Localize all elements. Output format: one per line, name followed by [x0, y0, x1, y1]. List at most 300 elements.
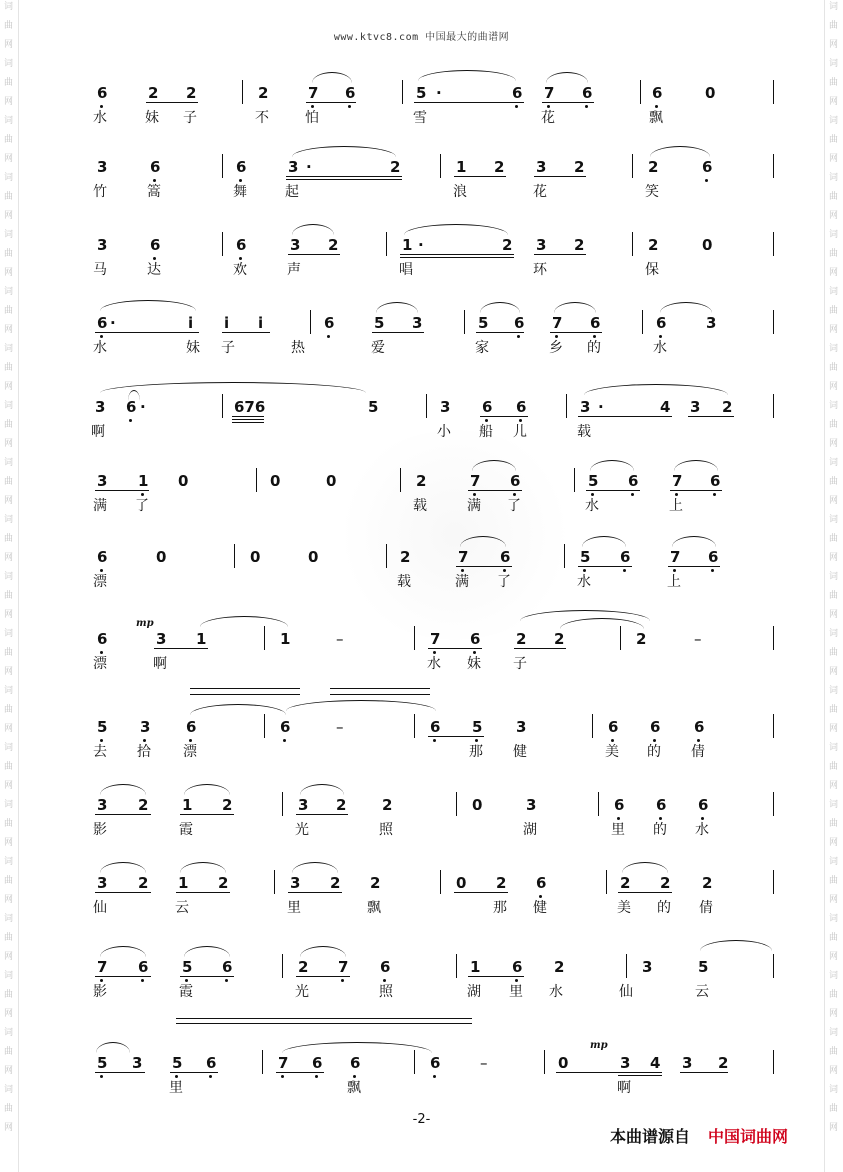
bar-line [566, 394, 567, 418]
bar-line [440, 870, 441, 894]
slur [546, 72, 588, 83]
footer-credit [610, 1124, 788, 1147]
low-octave-dot [513, 493, 516, 496]
lyric: 飘 [347, 1080, 361, 1096]
score-row-2 [0, 158, 843, 218]
note: 3 [132, 1054, 143, 1072]
lyric: 了 [507, 498, 521, 514]
margin-watermark-char: 词 [4, 116, 14, 126]
note: 2 [496, 874, 507, 892]
bar-line [386, 544, 387, 568]
margin-watermark-char: 网 [4, 724, 14, 734]
note: 4 [660, 398, 671, 416]
lyric: 那 [493, 900, 507, 916]
margin-watermark-char: 词 [829, 287, 839, 297]
note: 3 [97, 796, 108, 814]
margin-watermark-char: 网 [4, 553, 14, 563]
underline-beam [578, 416, 672, 417]
low-octave-dot [555, 335, 558, 338]
note: 2 [370, 874, 381, 892]
note: 3 [642, 958, 653, 976]
low-octave-dot [503, 569, 506, 572]
margin-watermark-char: 词 [829, 2, 839, 12]
underline-beam [534, 176, 586, 177]
note: 7 [552, 314, 563, 332]
margin-watermark-char: 词 [4, 629, 14, 639]
low-octave-dot [475, 739, 478, 742]
page-header: www.ktvc8.com 中国最大的曲谱网 [333, 32, 510, 43]
lyric: 啊 [91, 424, 105, 440]
note: 7 [672, 472, 683, 490]
note: 6 [582, 84, 593, 102]
note: 6 [620, 548, 631, 566]
slur [180, 862, 226, 873]
margin-watermark-char: 曲 [4, 21, 14, 31]
note: 2 [138, 796, 149, 814]
note: 3 [580, 398, 591, 416]
lyric: 起 [285, 184, 299, 200]
note: 0 [472, 796, 483, 814]
margin-watermark-char: 词 [4, 800, 14, 810]
lyric: 子 [513, 656, 527, 672]
page-number: -2- [412, 1112, 431, 1127]
margin-watermark-char: 曲 [829, 363, 839, 373]
margin-watermark-char: 词 [829, 173, 839, 183]
bar-line [574, 468, 575, 492]
margin-watermark-char: 网 [829, 154, 839, 164]
note: 6 [702, 158, 713, 176]
margin-watermark-char: 词 [4, 230, 14, 240]
note: 6 [516, 398, 527, 416]
slur [404, 224, 508, 235]
bar-line [414, 626, 415, 650]
margin-watermark-char: 曲 [4, 705, 14, 715]
margin-watermark-char: 曲 [829, 1047, 839, 1057]
bar-line [262, 1050, 263, 1074]
margin-watermark-char: 曲 [829, 78, 839, 88]
slur [480, 302, 520, 313]
bar-line [440, 154, 441, 178]
margin-watermark-char: 词 [4, 572, 14, 582]
bar-line [632, 154, 633, 178]
low-octave-dot [341, 979, 344, 982]
low-octave-dot [283, 739, 286, 742]
bar-line [282, 792, 283, 816]
bar-line [564, 544, 565, 568]
crescendo-line [176, 1018, 472, 1019]
lyric: 倩 [691, 744, 705, 760]
note: 6 [710, 472, 721, 490]
bar-line [274, 870, 275, 894]
note: 0 [326, 472, 337, 490]
underline-beam [180, 814, 234, 815]
note: 0 [705, 84, 716, 102]
note: 3 [97, 158, 108, 176]
lyric: 妹 [186, 340, 200, 356]
lyric: 霞 [179, 822, 193, 838]
margin-watermark-char: 曲 [4, 819, 14, 829]
margin-watermark-char: 曲 [4, 306, 14, 316]
low-octave-dot [583, 569, 586, 572]
note: 2 [328, 236, 339, 254]
margin-watermark-char: 词 [829, 914, 839, 924]
margin-watermark-char: 网 [4, 610, 14, 620]
note: 6 [236, 158, 247, 176]
margin-watermark-char: 词 [829, 515, 839, 525]
low-octave-dot [185, 979, 188, 982]
margin-watermark-char: 词 [4, 1085, 14, 1095]
note: 5 [698, 958, 709, 976]
underline-beam [372, 332, 424, 333]
underline-beam [306, 102, 356, 103]
bar-line [234, 544, 235, 568]
note: 1 [456, 158, 467, 176]
underline-beam [276, 1072, 324, 1073]
low-octave-dot [100, 569, 103, 572]
low-octave-dot [281, 1075, 284, 1078]
note: 0 [702, 236, 713, 254]
bar-line [456, 792, 457, 816]
low-octave-dot [697, 739, 700, 742]
note: 6 [656, 314, 667, 332]
margin-watermark-char: 网 [829, 325, 839, 335]
lyric: 载 [577, 424, 591, 440]
slur [622, 862, 668, 873]
note: i [258, 314, 264, 332]
bar-line [773, 154, 774, 178]
crescendo-line [330, 694, 430, 695]
bar-line [592, 714, 593, 738]
underline-beam [456, 566, 512, 567]
margin-watermark-char: 词 [829, 572, 839, 582]
note: 6 [708, 548, 719, 566]
lyric: 啊 [153, 656, 167, 672]
low-octave-dot [327, 335, 330, 338]
footer-source-label: 本曲谱源自 [610, 1127, 691, 1146]
note: 1 [280, 630, 291, 648]
low-octave-dot [711, 569, 714, 572]
lyric: 健 [533, 900, 547, 916]
slur [100, 784, 146, 795]
lyric: 水 [653, 340, 667, 356]
note: 3 [140, 718, 151, 736]
margin-watermark-char: 网 [829, 667, 839, 677]
note: 6 [698, 796, 709, 814]
underline-beam [232, 419, 264, 420]
slur [590, 460, 634, 471]
low-octave-dot [239, 179, 242, 182]
underline-beam [95, 332, 199, 333]
low-octave-dot [433, 651, 436, 654]
low-octave-dot [383, 979, 386, 982]
bar-line [640, 80, 641, 104]
low-octave-dot [659, 817, 662, 820]
margin-watermark-char: 网 [829, 382, 839, 392]
note: 5 [478, 314, 489, 332]
note: 7 [670, 548, 681, 566]
bar-line [773, 792, 774, 816]
lyric: 拾 [137, 744, 151, 760]
lyric: 仙 [93, 900, 107, 916]
margin-watermark-char: 词 [829, 230, 839, 240]
note: 5 [97, 1054, 108, 1072]
margin-watermark-char: 词 [829, 1028, 839, 1038]
note: 6 [694, 718, 705, 736]
underline-beam [476, 332, 524, 333]
slur [312, 72, 352, 83]
underline-beam [688, 416, 734, 417]
underline-beam [618, 892, 672, 893]
low-octave-dot [189, 739, 192, 742]
note: 2 [620, 874, 631, 892]
watermark-blot [330, 430, 580, 640]
margin-watermark-char: 词 [829, 857, 839, 867]
crescendo-line [190, 694, 300, 695]
note: 7 [308, 84, 319, 102]
lyric: 保 [645, 262, 659, 278]
lyric: 霞 [179, 984, 193, 1000]
lyric: 飘 [367, 900, 381, 916]
note: 6 [138, 958, 149, 976]
lyric: 水 [585, 498, 599, 514]
bar-line [773, 626, 774, 650]
note: 7 [470, 472, 481, 490]
score-row-5 [0, 398, 843, 458]
note: 3 [290, 236, 301, 254]
bar-line [773, 1050, 774, 1074]
lyric: 花 [541, 110, 555, 126]
note: 5 [172, 1054, 183, 1072]
margin-watermark-char: 词 [4, 401, 14, 411]
note: 3 [690, 398, 701, 416]
low-octave-dot [611, 739, 614, 742]
note: 2 [574, 236, 585, 254]
slur [184, 784, 230, 795]
note: 1 [402, 236, 413, 254]
slur [100, 862, 146, 873]
margin-watermark-char: 曲 [4, 249, 14, 259]
note: 6 [608, 718, 619, 736]
underline-beam [414, 102, 524, 103]
low-octave-dot [315, 1075, 318, 1078]
note: 2 [416, 472, 427, 490]
margin-watermark-char: 词 [829, 59, 839, 69]
low-octave-dot [547, 105, 550, 108]
margin-watermark-char: 曲 [4, 933, 14, 943]
score-row-7 [0, 548, 843, 608]
note: 6 [500, 548, 511, 566]
lyric: 飘 [649, 110, 663, 126]
note: 6 [345, 84, 356, 102]
crescendo-line [190, 688, 300, 689]
margin-watermark-char: 曲 [4, 135, 14, 145]
margin-watermark-char: 曲 [829, 591, 839, 601]
note: 6 [430, 1054, 441, 1072]
bar-line [626, 954, 627, 978]
score-row-12 [0, 958, 843, 1018]
lyric: 湖 [523, 822, 537, 838]
note: i [188, 314, 194, 332]
lyric: 满 [455, 574, 469, 590]
bar-line [282, 954, 283, 978]
underline-beam [176, 892, 230, 893]
note: 5 [97, 718, 108, 736]
margin-watermark-char: 曲 [4, 534, 14, 544]
lyric: 的 [587, 340, 601, 356]
lyric: 子 [221, 340, 235, 356]
lyric: 竹 [93, 184, 107, 200]
note: 2 [718, 1054, 729, 1072]
note: 3 [97, 472, 108, 490]
margin-watermark-char: 词 [4, 914, 14, 924]
margin-watermark-char: 曲 [4, 192, 14, 202]
margin-watermark-char: 曲 [4, 420, 14, 430]
low-octave-dot [461, 569, 464, 572]
note: · [598, 398, 604, 416]
slur [200, 616, 288, 627]
footer-brand-link[interactable]: 中国词曲网 [708, 1127, 789, 1146]
note: 5 [416, 84, 427, 102]
underline-beam [514, 648, 566, 649]
margin-watermark-char: 网 [829, 952, 839, 962]
underline-beam [428, 736, 484, 737]
margin-watermark-char: 词 [4, 287, 14, 297]
note: 2 [494, 158, 505, 176]
low-octave-dot [175, 1075, 178, 1078]
lyric: 妹 [467, 656, 481, 672]
note: 7 [544, 84, 555, 102]
lyric: 达 [147, 262, 161, 278]
margin-watermark-char: 曲 [829, 21, 839, 31]
underline-beam [170, 1072, 218, 1073]
underline-beam [296, 814, 348, 815]
lyric: 了 [497, 574, 511, 590]
note: 6 [650, 718, 661, 736]
margin-watermark-char: 网 [829, 838, 839, 848]
margin-watermark-char: 曲 [829, 306, 839, 316]
note: 7 [430, 630, 441, 648]
note: 6 [652, 84, 663, 102]
dynamic-mp: mp [136, 618, 154, 629]
margin-watermark-char: 词 [4, 515, 14, 525]
note: 1 [182, 796, 193, 814]
note: 6 [97, 548, 108, 566]
margin-watermark-char: 词 [829, 401, 839, 411]
note: 2 [222, 796, 233, 814]
bar-line [222, 154, 223, 178]
slur [96, 1042, 130, 1053]
note: · [436, 84, 442, 102]
note: 2 [516, 630, 527, 648]
margin-watermark-char: 网 [4, 211, 14, 221]
low-octave-dot [473, 651, 476, 654]
slur [584, 384, 728, 395]
low-octave-dot [701, 817, 704, 820]
note: 3 [536, 158, 547, 176]
low-octave-dot [517, 335, 520, 338]
bar-line [773, 714, 774, 738]
lyric: 欢 [233, 262, 247, 278]
margin-watermark-char: 网 [4, 496, 14, 506]
bar-line [264, 714, 265, 738]
bar-line [606, 870, 607, 894]
low-octave-dot [100, 651, 103, 654]
bar-line [773, 870, 774, 894]
bar-line [242, 80, 243, 104]
note: 6 [510, 472, 521, 490]
margin-watermark-char: 网 [829, 97, 839, 107]
margin-watermark-char: 词 [4, 173, 14, 183]
note: 5 [182, 958, 193, 976]
margin-watermark-char: 词 [4, 743, 14, 753]
bar-line [426, 394, 427, 418]
note: 3 [156, 630, 167, 648]
bar-line [400, 468, 401, 492]
lyric: 水 [93, 340, 107, 356]
lyric: 水 [427, 656, 441, 672]
lyric: 家 [475, 340, 489, 356]
low-octave-dot [100, 739, 103, 742]
underline-beam [428, 648, 482, 649]
note: 6 [150, 158, 161, 176]
low-octave-dot [591, 493, 594, 496]
margin-watermark-char: 网 [4, 781, 14, 791]
note: 3 [706, 314, 717, 332]
note: 6 [482, 398, 493, 416]
lyric: 唱 [399, 262, 413, 278]
slur [292, 224, 334, 235]
note: 2 [148, 84, 159, 102]
low-octave-dot [473, 493, 476, 496]
slur [282, 1042, 432, 1053]
margin-watermark-char: 词 [4, 344, 14, 354]
note: 2 [574, 158, 585, 176]
margin-watermark-char: 词 [829, 344, 839, 354]
note: 2 [382, 796, 393, 814]
slur [554, 302, 596, 313]
bar-line [464, 310, 465, 334]
low-octave-dot [433, 739, 436, 742]
note: 7 [338, 958, 349, 976]
crescendo-line [330, 688, 430, 689]
lyric: 的 [657, 900, 671, 916]
note: 6 [236, 236, 247, 254]
margin-watermark-char: 曲 [829, 990, 839, 1000]
underline-beam [95, 892, 151, 893]
underline-beam [296, 976, 350, 977]
underline-beam [542, 102, 594, 103]
score-row-9 [0, 718, 843, 778]
slur [672, 536, 716, 547]
bar-line [642, 310, 643, 334]
crescendo-line [176, 1023, 472, 1024]
margin-watermark-char: 曲 [4, 648, 14, 658]
underline-beam [586, 490, 640, 491]
margin-watermark-char: 词 [829, 800, 839, 810]
lyric: 爱 [371, 340, 385, 356]
low-octave-dot [631, 493, 634, 496]
margin-watermark-char: 网 [4, 952, 14, 962]
lyric: 笑 [645, 184, 659, 200]
underline-beam [480, 416, 528, 417]
bar-line [402, 80, 403, 104]
underline-beam [670, 490, 722, 491]
score-row-8 [0, 618, 843, 690]
margin-watermark-char: 词 [4, 1028, 14, 1038]
margin-watermark-char: 词 [4, 458, 14, 468]
margin-watermark-char: 曲 [829, 1104, 839, 1114]
note: 3 [440, 398, 451, 416]
